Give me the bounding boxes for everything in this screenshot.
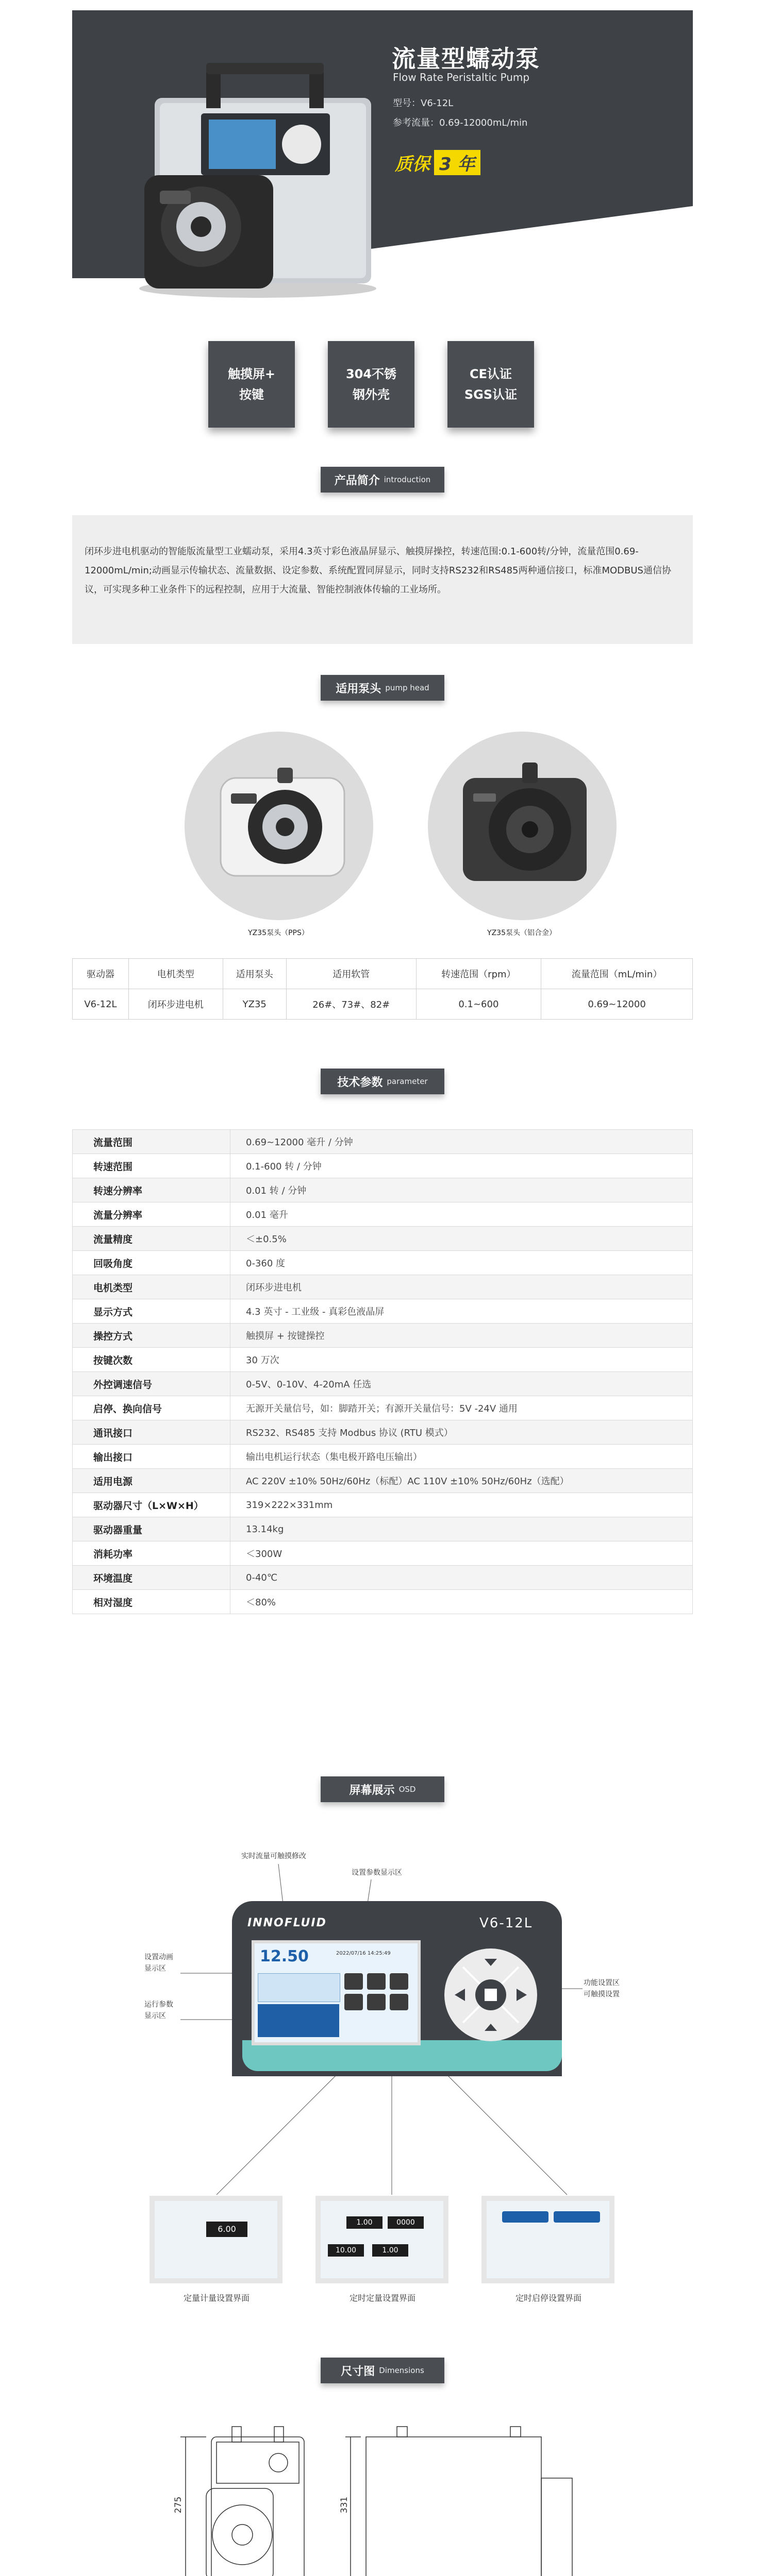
callout-line: 功能设置区 xyxy=(584,1979,620,1987)
spec-row xyxy=(73,1227,693,1251)
feature-text: 触摸屏+ xyxy=(227,367,276,381)
timer-toggle[interactable] xyxy=(502,2211,548,2223)
hero-section xyxy=(0,0,765,371)
timed-value-a[interactable]: 0000 xyxy=(388,2216,424,2229)
section-title: 适用泵头 xyxy=(336,682,381,696)
spec-row xyxy=(73,1469,693,1493)
pump-head-alloy-image xyxy=(447,757,602,891)
pump-head-pps-image xyxy=(200,762,358,886)
spec-key: 转速范围 xyxy=(73,1154,230,1178)
spec-row xyxy=(73,1541,693,1566)
table-header-cell: 适用软管 xyxy=(286,959,416,989)
table-header-cell: 适用泵头 xyxy=(223,959,286,989)
callout-line: 可触摸设置 xyxy=(584,1990,620,1998)
quant-value[interactable]: 6.00 xyxy=(206,2222,247,2237)
timed-start-stop-screen xyxy=(481,2196,614,2283)
timer-toggle[interactable] xyxy=(554,2211,600,2223)
control-buttons xyxy=(444,1948,537,2041)
callout-param-area: 设置参数显示区 xyxy=(352,1869,402,1877)
spec-key: 流量精度 xyxy=(73,1227,230,1251)
spec-key: 转速分辨率 xyxy=(73,1178,230,1202)
feature-touchscreen xyxy=(208,341,295,428)
pump-head-pps-label: YZ35泵头（PPS） xyxy=(248,929,309,937)
spec-key: 通讯接口 xyxy=(73,1420,230,1445)
timed-start-stop-screen-label: 定时启停设置界面 xyxy=(515,2293,581,2303)
spec-value: 闭环步进电机 xyxy=(230,1275,693,1299)
spec-key: 驱动器重量 xyxy=(73,1517,230,1541)
spec-row xyxy=(73,1154,693,1178)
feature-badges xyxy=(208,341,534,428)
brand-logo: INNOFLUID xyxy=(247,1917,327,1929)
spec-value: 输出电机运行状态（集电极开路电压输出） xyxy=(230,1445,693,1469)
section-title: 屏幕展示 xyxy=(349,1784,395,1797)
spec-key: 输出接口 xyxy=(73,1445,230,1469)
spec-value: 4.3 英寸 - 工业级 - 真彩色液晶屏 xyxy=(230,1299,693,1324)
spec-key: 适用电源 xyxy=(73,1469,230,1493)
spec-value: 0.1-600 转 / 分钟 xyxy=(230,1154,693,1178)
spec-key: 环境温度 xyxy=(73,1566,230,1590)
lcd-run-params xyxy=(258,2004,339,2037)
feature-text: CE认证 xyxy=(469,367,512,381)
spec-value: ＜80% xyxy=(230,1590,693,1614)
section-subtitle: parameter xyxy=(387,1077,428,1086)
side-height-dim: 331 xyxy=(339,2496,350,2514)
table-cell: V6-12L xyxy=(73,989,129,1020)
play-icon[interactable] xyxy=(517,1989,527,2001)
hero-flow-range: 参考流量：0.69-12000mL/min xyxy=(393,117,528,128)
spec-key: 启停、换向信号 xyxy=(73,1396,230,1420)
table-header-cell: 转速范围（rpm） xyxy=(416,959,541,989)
function-tile[interactable] xyxy=(367,1973,386,1990)
spec-value: 0-40℃ xyxy=(230,1566,693,1590)
dimension-drawing xyxy=(155,2416,619,2576)
spec-value: 13.14kg xyxy=(230,1517,693,1541)
function-tile[interactable] xyxy=(344,1994,363,2010)
reverse-icon[interactable] xyxy=(455,1989,465,2001)
front-height-dim: 275 xyxy=(173,2496,184,2514)
spec-value: 0.01 毫升 xyxy=(230,1202,693,1227)
callout-realtime-flow: 实时流量可触摸修改 xyxy=(241,1852,306,1860)
table-cell: 0.1~600 xyxy=(416,989,541,1020)
timed-quant-setting-screen xyxy=(315,2196,448,2283)
timed-quant-screen-label: 定时定量设置界面 xyxy=(349,2293,415,2303)
panel-model-label: V6-12L xyxy=(479,1916,533,1931)
spec-row xyxy=(73,1299,693,1324)
table-row xyxy=(73,989,693,1020)
feature-text: SGS认证 xyxy=(464,387,518,402)
table-header-row xyxy=(73,959,693,989)
table-cell: 闭环步进电机 xyxy=(128,989,223,1020)
spec-table xyxy=(72,1129,693,1614)
spec-row xyxy=(73,1324,693,1348)
timed-value-b[interactable]: 1.00 xyxy=(346,2216,382,2229)
quant-screen-label: 定量计量设置界面 xyxy=(183,2293,250,2303)
spec-key: 回吸角度 xyxy=(73,1251,230,1275)
section-title: 产品简介 xyxy=(334,474,380,487)
spec-row xyxy=(73,1251,693,1275)
feature-text: 按键 xyxy=(239,387,264,402)
direction-icon[interactable] xyxy=(485,1959,497,1966)
lcd-animation-area xyxy=(258,1973,340,2002)
spec-value: 0-5V、0-10V、4-20mA 任选 xyxy=(230,1372,693,1396)
spec-value: 0.69~12000 毫升 / 分钟 xyxy=(230,1130,693,1154)
hero-model: 型号：V6-12L xyxy=(393,98,454,109)
callout-line: 显示区 xyxy=(144,1964,166,1973)
spec-value: 无源开关量信号，如：脚踏开关；有源开关量信号：5V -24V 通用 xyxy=(230,1396,693,1420)
spec-row xyxy=(73,1130,693,1154)
lcd-function-grid xyxy=(344,1973,410,2037)
spec-row xyxy=(73,1566,693,1590)
section-title: 技术参数 xyxy=(337,1076,383,1089)
section-subtitle: introduction xyxy=(384,475,431,484)
spec-key: 电机类型 xyxy=(73,1275,230,1299)
spec-row xyxy=(73,1275,693,1299)
section-header-osd xyxy=(321,1776,444,1802)
table-cell: YZ35 xyxy=(223,989,286,1020)
table-header-cell: 流量范围（mL/min） xyxy=(541,959,693,989)
fast-forward-icon[interactable] xyxy=(485,2024,497,2031)
spec-row xyxy=(73,1517,693,1541)
spec-row xyxy=(73,1445,693,1469)
spec-row xyxy=(73,1178,693,1202)
pump-head-alloy-label: YZ35泵头（铝合金） xyxy=(487,929,556,937)
hero-title: 流量型蠕动泵 xyxy=(392,45,540,73)
spec-key: 显示方式 xyxy=(73,1299,230,1324)
section-subtitle: pump head xyxy=(385,683,429,692)
spec-key: 外控调速信号 xyxy=(73,1372,230,1396)
function-tile[interactable] xyxy=(390,1973,408,1990)
table-cell: 26#、73#、82# xyxy=(286,989,416,1020)
lcd-datetime: 2022/07/16 14:25:49 xyxy=(336,1951,391,1956)
section-header-dimensions xyxy=(321,2358,444,2383)
section-title: 尺寸图 xyxy=(341,2365,375,2378)
hero-subtitle: Flow Rate Peristaltic Pump xyxy=(393,71,530,83)
spec-key: 相对湿度 xyxy=(73,1590,230,1614)
section-subtitle: Dimensions xyxy=(379,2366,424,2375)
spec-value: 30 万次 xyxy=(230,1348,693,1372)
spec-value: RS232、RS485 支持 Modbus 协议 (RTU 模式） xyxy=(230,1420,693,1445)
function-tile[interactable] xyxy=(390,1994,408,2010)
callout-line: 运行参数 xyxy=(144,2001,173,2009)
section-subtitle: OSD xyxy=(398,1785,416,1794)
warranty-badge xyxy=(395,150,480,174)
spec-row xyxy=(73,1590,693,1614)
spec-value: 0.01 转 / 分钟 xyxy=(230,1178,693,1202)
warranty-years: 3 年 xyxy=(434,150,480,175)
spec-value: AC 220V ±10% 50Hz/60Hz（标配）AC 110V ±10% 50Hz/60Hz（选配） xyxy=(230,1469,693,1493)
selection-table xyxy=(72,958,693,1020)
timed-value-c[interactable]: 10.00 xyxy=(328,2244,364,2257)
spec-key: 消耗功率 xyxy=(73,1541,230,1566)
callout-line: 显示区 xyxy=(144,2012,166,2020)
spec-key: 按键次数 xyxy=(73,1348,230,1372)
pump-product-image xyxy=(119,36,387,304)
spec-value: 319×222×331mm xyxy=(230,1493,693,1517)
function-tile[interactable] xyxy=(344,1973,363,1990)
feature-text: 钢外壳 xyxy=(352,387,390,402)
spec-key: 流量分辨率 xyxy=(73,1202,230,1227)
spec-row xyxy=(73,1420,693,1445)
stop-icon xyxy=(485,1989,497,2001)
spec-row xyxy=(73,1493,693,1517)
quant-setting-screen xyxy=(149,2196,282,2283)
spec-value: ＜300W xyxy=(230,1541,693,1566)
spec-key: 流量范围 xyxy=(73,1130,230,1154)
feature-certification xyxy=(447,341,534,428)
spec-row xyxy=(73,1372,693,1396)
section-header-parameter xyxy=(321,1069,444,1094)
spec-value: ＜±0.5% xyxy=(230,1227,693,1251)
feature-text: 304不锈 xyxy=(345,367,397,381)
spec-row xyxy=(73,1202,693,1227)
spec-value: 0-360 度 xyxy=(230,1251,693,1275)
feature-stainless xyxy=(328,341,414,428)
spec-value: 触摸屏 + 按键操控 xyxy=(230,1324,693,1348)
spec-row xyxy=(73,1348,693,1372)
spec-row xyxy=(73,1396,693,1420)
callout-line: 设置动画 xyxy=(144,1953,173,1961)
section-header-intro xyxy=(321,467,444,493)
section-header-pump-head xyxy=(321,675,444,701)
lcd-screen[interactable] xyxy=(252,1940,421,2045)
table-cell: 0.69~12000 xyxy=(541,989,693,1020)
spec-key: 驱动器尺寸（L×W×H） xyxy=(73,1493,230,1517)
timed-value-d[interactable]: 1.00 xyxy=(372,2244,408,2257)
function-tile[interactable] xyxy=(367,1994,386,2010)
table-header-cell: 电机类型 xyxy=(128,959,223,989)
warranty-label: 质保 xyxy=(395,154,430,175)
table-header-cell: 驱动器 xyxy=(73,959,129,989)
lcd-flow-value[interactable]: 12.50 xyxy=(260,1947,309,1965)
spec-key: 操控方式 xyxy=(73,1324,230,1348)
intro-text: 闭环步进电机驱动的智能版流量型工业蠕动泵，采用4.3英寸彩色液晶屏显示、触摸屏操控，转速范围:0.1-600转/分钟，流量范围0.69-12000mL/min;动画显示传输状态、流量数据、设定参数、系统配置同屏显示，同时支持RS232和RS485两种通信接口，标准MODBUS通信协议，可实现多种工业条件下的远程控制，应用于大流量、智能控制液体传输的工业场所。 xyxy=(85,546,671,595)
